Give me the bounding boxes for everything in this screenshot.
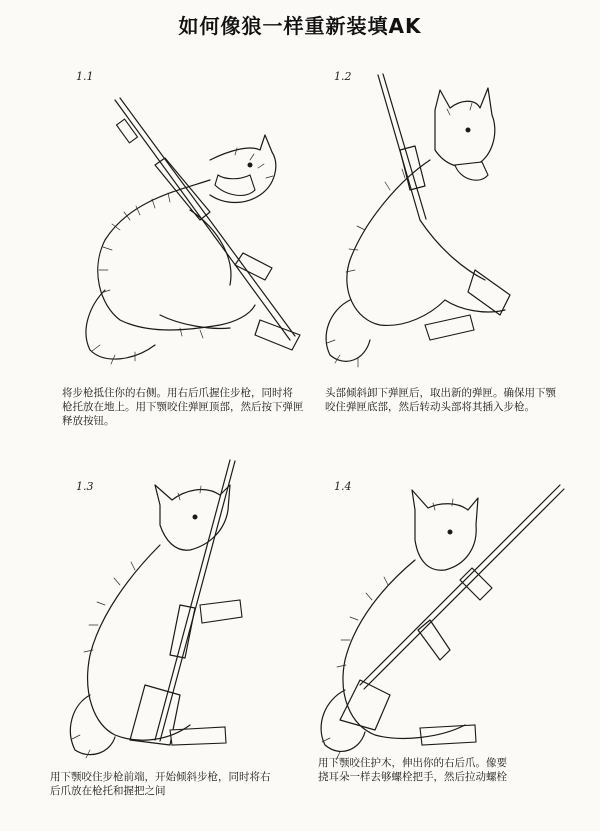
panel-label-1-4: 1.4 (334, 480, 352, 493)
rifle-drawing (378, 74, 510, 340)
wolf-drawing (326, 88, 505, 367)
caption-line: 枪托放在地上。用下颚咬住弹匣顶部，然后按下弹匣 (62, 401, 304, 413)
panel-label-1-1: 1.1 (76, 70, 94, 83)
caption-1-4 (318, 756, 507, 784)
caption-line: 挠耳朵一样去够螺栓把手，然后拉动螺栓 (318, 771, 507, 783)
caption-line: 头部倾斜卸下弹匣后，取出新的弹匣。确保用下颚 (325, 387, 556, 399)
caption-line: 后爪放在枪托和握把之间 (50, 785, 166, 797)
wolf-illustration-1-1 (60, 90, 310, 380)
caption-1-3 (50, 770, 271, 798)
caption-line: 释放按钮。 (62, 415, 115, 427)
rifle-drawing (130, 460, 242, 745)
caption-line: 咬住弹匣底部，然后转动头部将其插入步枪。 (325, 401, 535, 413)
caption-1-2 (325, 386, 556, 414)
wolf-drawing (321, 490, 478, 760)
caption-line: 用下颚咬住护木，伸出你的右后爪。像要 (318, 757, 507, 769)
rifle-drawing (340, 485, 564, 745)
page-title: 如何像狼一样重新装填AK (178, 14, 422, 38)
wolf-drawing (86, 135, 276, 364)
caption-line: 将步枪抵住你的右侧。用右后爪握住步枪，同时将 (62, 387, 293, 399)
wolf-illustration-1-2 (310, 70, 540, 370)
panel-label-1-2: 1.2 (334, 70, 352, 83)
rifle-drawing (115, 98, 300, 350)
wolf-illustration-1-4 (300, 470, 570, 760)
wolf-illustration-1-3 (60, 455, 300, 760)
panel-label-1-3: 1.3 (76, 480, 94, 493)
caption-line: 用下颚咬住步枪前端，开始倾斜步枪，同时将右 (50, 771, 271, 783)
caption-1-1 (62, 386, 304, 428)
